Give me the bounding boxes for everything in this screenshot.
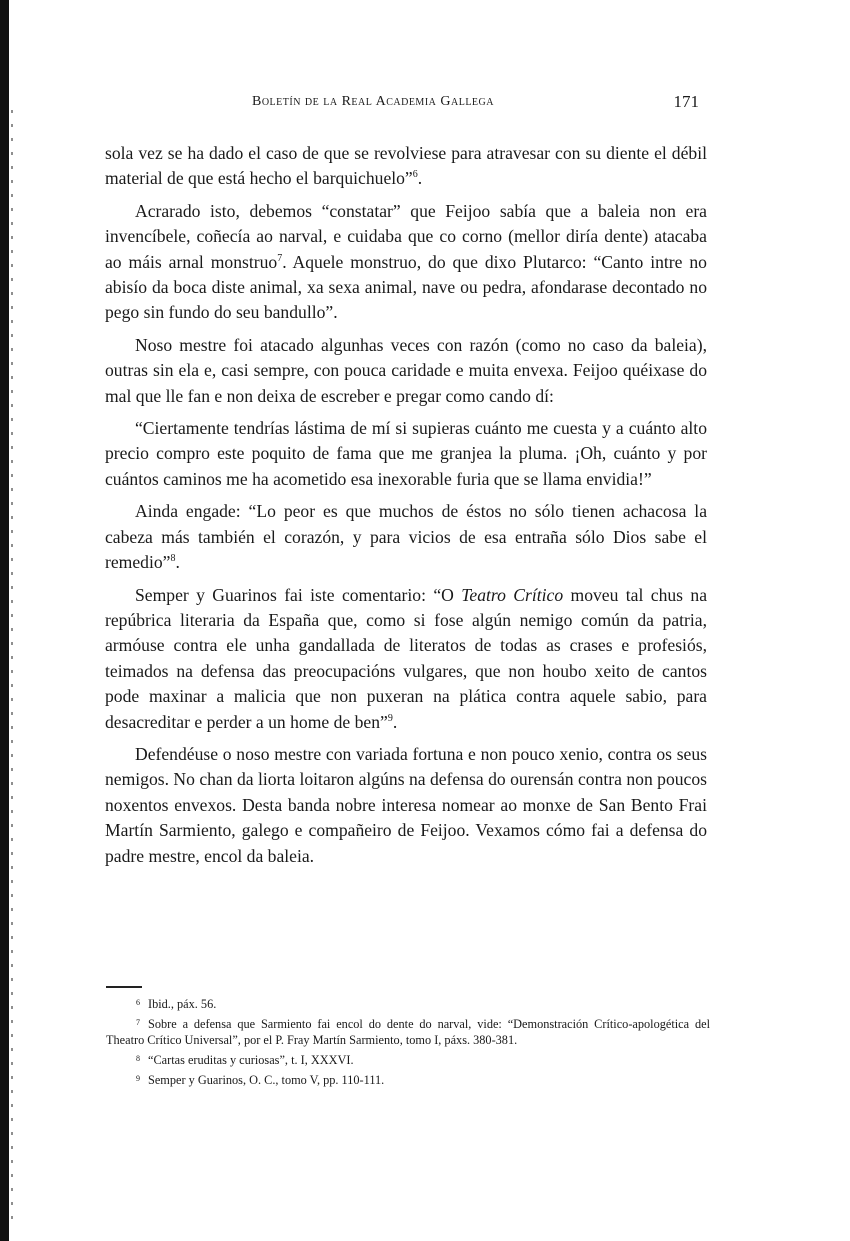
footnote: $^8$ “Cartas eruditas y curiosas”, t. I, XXXVI. bbox=[136, 1053, 354, 1067]
binding-stitch-marks bbox=[11, 110, 13, 1230]
footnote-mark: 6 bbox=[136, 998, 140, 1007]
work-title: Teatro Crítico bbox=[461, 584, 564, 605]
footnote: $^7$ Sobre a defensa que Sarmiento fai encol do dente do narval, vide: “Demonstración Crítico-apologética del Theatro Crítico Universal”, por el P. Fray Martín Sarmiento, tomo I, páxs. 380-381. bbox=[106, 1017, 710, 1047]
footnote-ref: 9 bbox=[387, 712, 393, 724]
footnote-ref: 7 bbox=[277, 252, 283, 264]
footnote: $^9$ Semper y Guarinos, O. C., tomo V, pp. 110-111. bbox=[136, 1073, 385, 1087]
paragraph: Ainda engade: “Lo peor es que muchos de éstos no sólo tienen achacosa la cabeza más también el corazón, y para vicios de esa entraña sólo Dios sabe el remedio”$^8$. bbox=[105, 501, 707, 573]
paragraph: Semper y Guarinos fai iste comentario: “O Teatro Crítico moveu tal chus na repúbrica literaria da España que, como si fose algún nemigo común da patria, armóuse contra ele unha gandallada de literatos de todas as crases e profesiós, teimados na defensa das preocupacións vulgares, que non houbo xeito de cantos pode maxinar a malicia que non puxeran na plática contra aquele sabio, para desacreditar e perder a un home de ben”$^9$. bbox=[105, 584, 707, 732]
paragraph: sola vez se ha dado el caso de que se revolviese para atravesar con su diente el débil material de que está hecho el barquichuelo”$^6$. bbox=[105, 143, 707, 189]
footnote-mark: 9 bbox=[136, 1074, 140, 1083]
footnote-mark: 8 bbox=[136, 1054, 140, 1063]
footnotes bbox=[106, 995, 710, 1091]
body-text bbox=[105, 141, 707, 876]
footnote: $^6$ Ibid., páx. 56. bbox=[136, 997, 217, 1011]
footnote-ref: 6 bbox=[412, 169, 418, 181]
page-header bbox=[0, 94, 850, 118]
paragraph: Noso mestre foi atacado algunhas veces con razón (como no caso da baleia), outras sin ela e, casi sempre, con pouca caridade e muita envexa. Feijoo quéixase do mal que lle fan e non deixa de escreber e pregar como cando dí: bbox=[105, 334, 707, 406]
footnote-separator bbox=[106, 986, 142, 988]
book-binding-edge bbox=[0, 0, 9, 1241]
page-number: 171 bbox=[673, 92, 699, 111]
paragraph: Defendéuse o noso mestre con variada fortuna e non pouco xenio, contra os seus nemigos. No chan da liorta loitaron algúns na defensa do ourensán contra non poucos noxentos envexos. Desta banda nobre interesa nomear ao monxe de San Bento Frai Martín Sarmiento, galego e compañeiro de Feijoo. Vexamos cómo fai a defensa do padre mestre, encol da baleia. bbox=[105, 743, 707, 866]
footnote-mark: 7 bbox=[136, 1018, 140, 1027]
running-head: Boletín de la Real Academia Gallega bbox=[252, 94, 494, 109]
footnote-ref: 8 bbox=[170, 553, 176, 565]
quote-paragraph: “Ciertamente tendrías lástima de mí si supieras cuánto me cuesta y a cuánto alto precio compro este poquito de fama que me granjea la pluma. ¡Oh, cuánto y por cuántos caminos me ha acometido esa inexorable furia que se llama envidia!” bbox=[105, 418, 707, 489]
paragraph: Acrarado isto, debemos “constatar” que Feijoo sabía que a baleia non era invencíbele, coñecía ao narval, e cuidaba que co corno (mellor diría dente) atacaba ao máis arnal monstruo$^7$. Aquele monstruo, do que dixo Plutarco: “Canto intre no abisío da boca diste animal, xa sexa animal, nave ou pedra, afondarase decontado no pego sin fundo do seu bandullo”. bbox=[105, 200, 707, 323]
